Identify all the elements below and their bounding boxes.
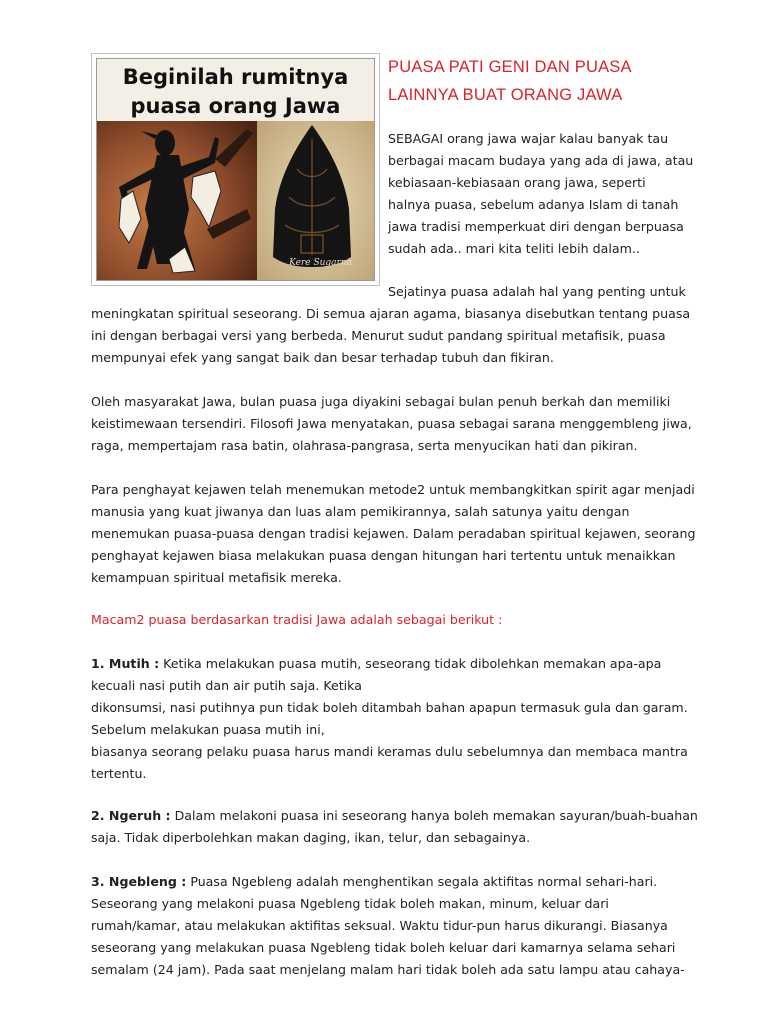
caption-line-2: puasa orang Jawa bbox=[130, 94, 341, 118]
intro-paragraph bbox=[388, 128, 693, 260]
list-item-text: Ketika melakukan puasa mutih, seseorang tidak dibolehkan memakan apa-apa bbox=[159, 656, 662, 671]
article-title bbox=[388, 53, 688, 109]
paragraph-line: meningkatan spiritual seseorang. Di semua ajaran agama, biasanya disebutkan tentang puasa bbox=[91, 306, 691, 321]
list-item-first-line bbox=[91, 871, 685, 893]
artist-signature: Kere Sugarna bbox=[289, 258, 352, 268]
list-item-line: biasanya seorang pelaku puasa harus mandi keramas dulu sebelumnya dan membaca mantra bbox=[91, 744, 688, 759]
list-item-mutih bbox=[91, 653, 688, 785]
list-item-line: rumah/kamar, atau melakukan aktifitas seksual. Waktu tidur-pun harus dikurangi. Biasanya bbox=[91, 918, 668, 933]
caption-line-1: Beginilah rumitnya bbox=[122, 65, 349, 89]
title-line-2: LAINNYA BUAT ORANG JAWA bbox=[388, 86, 623, 104]
paragraph-sejatinya bbox=[91, 281, 690, 369]
paragraph-line: penghayat kejawen biasa melakukan puasa dengan hitungan hari tertentu untuk menaikkan bbox=[91, 548, 676, 563]
list-item-label: 2. Ngeruh : bbox=[91, 808, 171, 823]
paragraph-kejawen bbox=[91, 479, 695, 589]
intro-line: SEBAGAI orang jawa wajar kalau banyak tau bbox=[388, 131, 669, 146]
list-item-line: semalam (24 jam). Pada saat menjelang malam hari tidak boleh ada satu lampu atau cahaya- bbox=[91, 962, 685, 977]
intro-line: kebiasaan-kebiasaan orang jawa, seperti bbox=[388, 175, 646, 190]
list-item-line: Seseorang yang melakoni puasa Ngebleng tidak boleh makan, minum, keluar dari bbox=[91, 896, 609, 911]
illustration-frame bbox=[96, 58, 375, 281]
list-item-text: Puasa Ngebleng adalah menghentikan segala aktifitas normal sehari-hari. bbox=[186, 874, 658, 889]
list-item-ngebleng bbox=[91, 871, 685, 981]
paragraph-line: menemukan puasa-puasa dengan tradisi kejawen. Dalam peradaban spiritual kejawen, seorang bbox=[91, 526, 696, 541]
list-item-first-line bbox=[91, 653, 688, 675]
list-item-line: seseorang yang melakukan puasa Ngebleng tidak boleh keluar dari kamarnya selama sehari bbox=[91, 940, 676, 955]
list-item-line: Sebelum melakukan puasa mutih ini, bbox=[91, 722, 325, 737]
paragraph-line: Oleh masyarakat Jawa, bulan puasa juga diyakini sebagai bulan penuh berkah dan memiliki bbox=[91, 394, 671, 409]
paragraph-line: raga, mempertajam rasa batin, olahrasa-pangrasa, serta menyucikan hati dan pikiran. bbox=[91, 438, 638, 453]
paragraph-line: mempunyai efek yang sangat baik dan besar terhadap tubuh dan fikiran. bbox=[91, 350, 554, 365]
list-item-text: Dalam melakoni puasa ini seseorang hanya boleh memakan sayuran/buah-buahan bbox=[170, 808, 698, 823]
paragraph-masyarakat-jawa bbox=[91, 391, 692, 457]
intro-line: halnya puasa, sebelum adanya Islam di tanah bbox=[388, 197, 679, 212]
paragraph-line: kemampuan spiritual metafisik mereka. bbox=[91, 570, 342, 585]
list-item-line: tertentu. bbox=[91, 766, 147, 781]
title-line-1: PUASA PATI GENI DAN PUASA bbox=[388, 58, 632, 76]
intro-line: sudah ada.. mari kita teliti lebih dalam.. bbox=[388, 241, 640, 256]
list-item-label: 3. Ngebleng : bbox=[91, 874, 187, 889]
intro-line: jawa tradisi memperkuat diri dengan berpuasa bbox=[388, 219, 684, 234]
list-item-line: saja. Tidak diperbolehkan makan daging, ikan, telur, dan sebagainya. bbox=[91, 830, 531, 845]
wayang-illustration bbox=[91, 53, 380, 286]
illustration-caption bbox=[97, 63, 374, 121]
paragraph-line: Para penghayat kejawen telah menemukan metode2 untuk membangkitkan spirit agar menjadi bbox=[91, 482, 695, 497]
list-item-first-line bbox=[91, 805, 698, 827]
list-item-line: kecuali nasi putih dan air putih saja. Ketika bbox=[91, 678, 362, 693]
list-item-label: 1. Mutih : bbox=[91, 656, 160, 671]
list-item-line: dikonsumsi, nasi putihnya pun tidak boleh ditambah bahan apapun termasuk gula dan garam. bbox=[91, 700, 688, 715]
section-subheading: Macam2 puasa berdasarkan tradisi Jawa adalah sebagai berikut : bbox=[91, 612, 503, 627]
paragraph-line: keistimewaan tersendiri. Filosofi Jawa menyatakan, puasa sebagai sarana menggembleng jiwa, bbox=[91, 416, 692, 431]
intro-line: berbagai macam budaya yang ada di jawa, atau bbox=[388, 153, 694, 168]
list-item-ngeruh bbox=[91, 805, 698, 849]
paragraph-line: ini dengan berbagai versi yang berbeda. Menurut sudut pandang spiritual metafisik, puasa bbox=[91, 328, 666, 343]
paragraph-line: Sejatinya puasa adalah hal yang penting untuk bbox=[388, 284, 686, 299]
paragraph-line: manusia yang kuat jiwanya dan luas alam pemikirannya, salah satunya yaitu dengan bbox=[91, 504, 630, 519]
